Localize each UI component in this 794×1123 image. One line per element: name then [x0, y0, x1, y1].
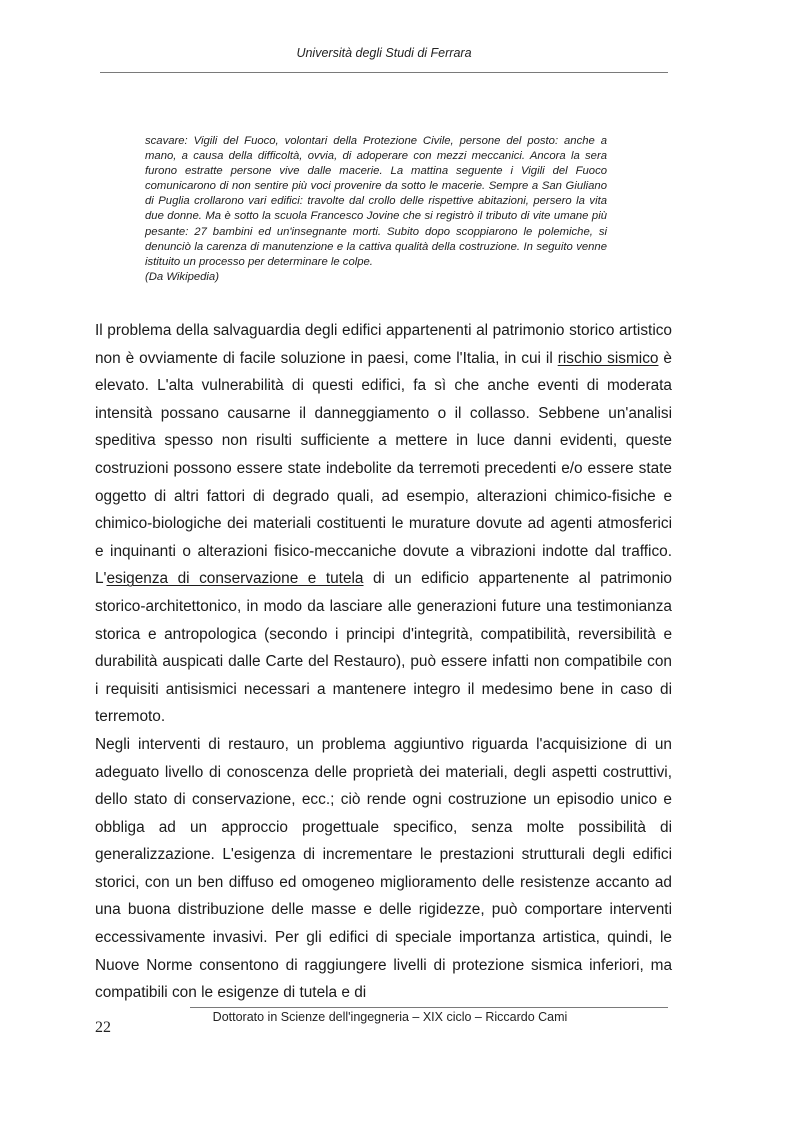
link-esigenza-conservazione[interactable]: esigenza di conservazione e tutela [106, 570, 364, 588]
paragraph-2: Negli interventi di restauro, un problema aggiuntivo riguarda l'acquisizione di un adeguato livello di conoscenza delle proprietà dei materiali, degli aspetti costruttivi, dello stato di conservazione, ecc.; ciò rende ogni costruzione un episodio unico e obbliga ad un approccio progettuale specifico, senza molte possibilità di generalizzazione. L'esigenza di incrementare le prestazioni strutturali degli edifici storici, con un ben diffuso ed omogeneo miglioramento delle resistenze accanto ad una buona distribuzione delle masse e delle rigidezze, può comportare interventi eccessivamente invasivi. Per gli edifici di speciale importanza artistica, quindi, le Nuove Norme consentono di raggiungere livelli di protezione sismica inferiori, ma compatibili con le esigenze di tutela e di [95, 735, 672, 1002]
paragraph-1-part-a: Il problema della salvaguardia degli edifici appartenenti al patrimonio storico artistico non è ovviamente di facile soluzione in paesi, come l'Italia, in cui il [95, 322, 672, 367]
link-rischio-sismico[interactable]: rischio sismico [557, 349, 659, 367]
paragraph-1-part-c: di un edificio appartenente al patrimonio storico-architettonico, in modo da lasciare alle generazioni future una testimonianza storica e antropologica (secondo i principi d'integrità, compatibilità, reversibilità e durabilità auspicati dalle Carte del Restauro), può essere infatti non compatibile con i requisiti antisismici necessari a mantenere integro il medesimo bene in caso di terremoto. [95, 570, 672, 726]
quote-text: scavare: Vigili del Fuoco, volontari della Protezione Civile, persone del posto: anche a mano, a causa della difficoltà, ovvia, di adoperare con mezzi meccanici. Ancora la sera furono estratte persone vive dalle macerie. La mattina seguente i Vigili del Fuoco comunicarono di non sentire più voci provenire da sotto le macerie. Sempre a San Giuliano di Puglia crollarono vari edifici: travolte dal crollo delle rispettive abitazioni, persero la vita due donne. Ma è sotto la scuola Francesco Jovine che si registrò il tributo di vite umane più pesante: 27 bambini ed un'insegnante morti. Subito dopo scoppiarono le polemiche, si denunciò la carenza di manutenzione e la cattiva qualità della costruzione. In seguito venne istituito un processo per determinare le colpe. [145, 135, 607, 268]
body-text [95, 317, 672, 1007]
footer-divider [190, 1007, 668, 1008]
quote-block [145, 134, 607, 285]
paragraph-1 [95, 317, 672, 731]
quote-source: (Da Wikipedia) [145, 270, 219, 283]
page-number: 22 [95, 1019, 111, 1036]
paragraph-1-part-b: è elevato. L'alta vulnerabilità di questi edifici, fa sì che anche eventi di moderata intensità possano causarne il danneggiamento o il collasso. Sebbene un'analisi speditiva spesso non risulti sufficiente a mettere in luce danni evidenti, queste costruzioni possono essere state indebolite da terremoti precedenti e/o essere state oggetto di altri fattori di degrado quali, ad esempio, alterazioni chimico-fisiche e chimico-biologiche dei materiali costituenti le murature dovute ad agenti atmosferici e inquinanti o alterazioni fisico-meccaniche dovute a vibrazioni indotte dal traffico. L' [95, 349, 672, 588]
header-divider [100, 72, 668, 73]
page-header: Università degli Studi di Ferrara [296, 46, 472, 60]
footer-text: Dottorato in Scienze dell'ingegneria – XIX ciclo – Riccardo Cami [212, 1010, 568, 1024]
